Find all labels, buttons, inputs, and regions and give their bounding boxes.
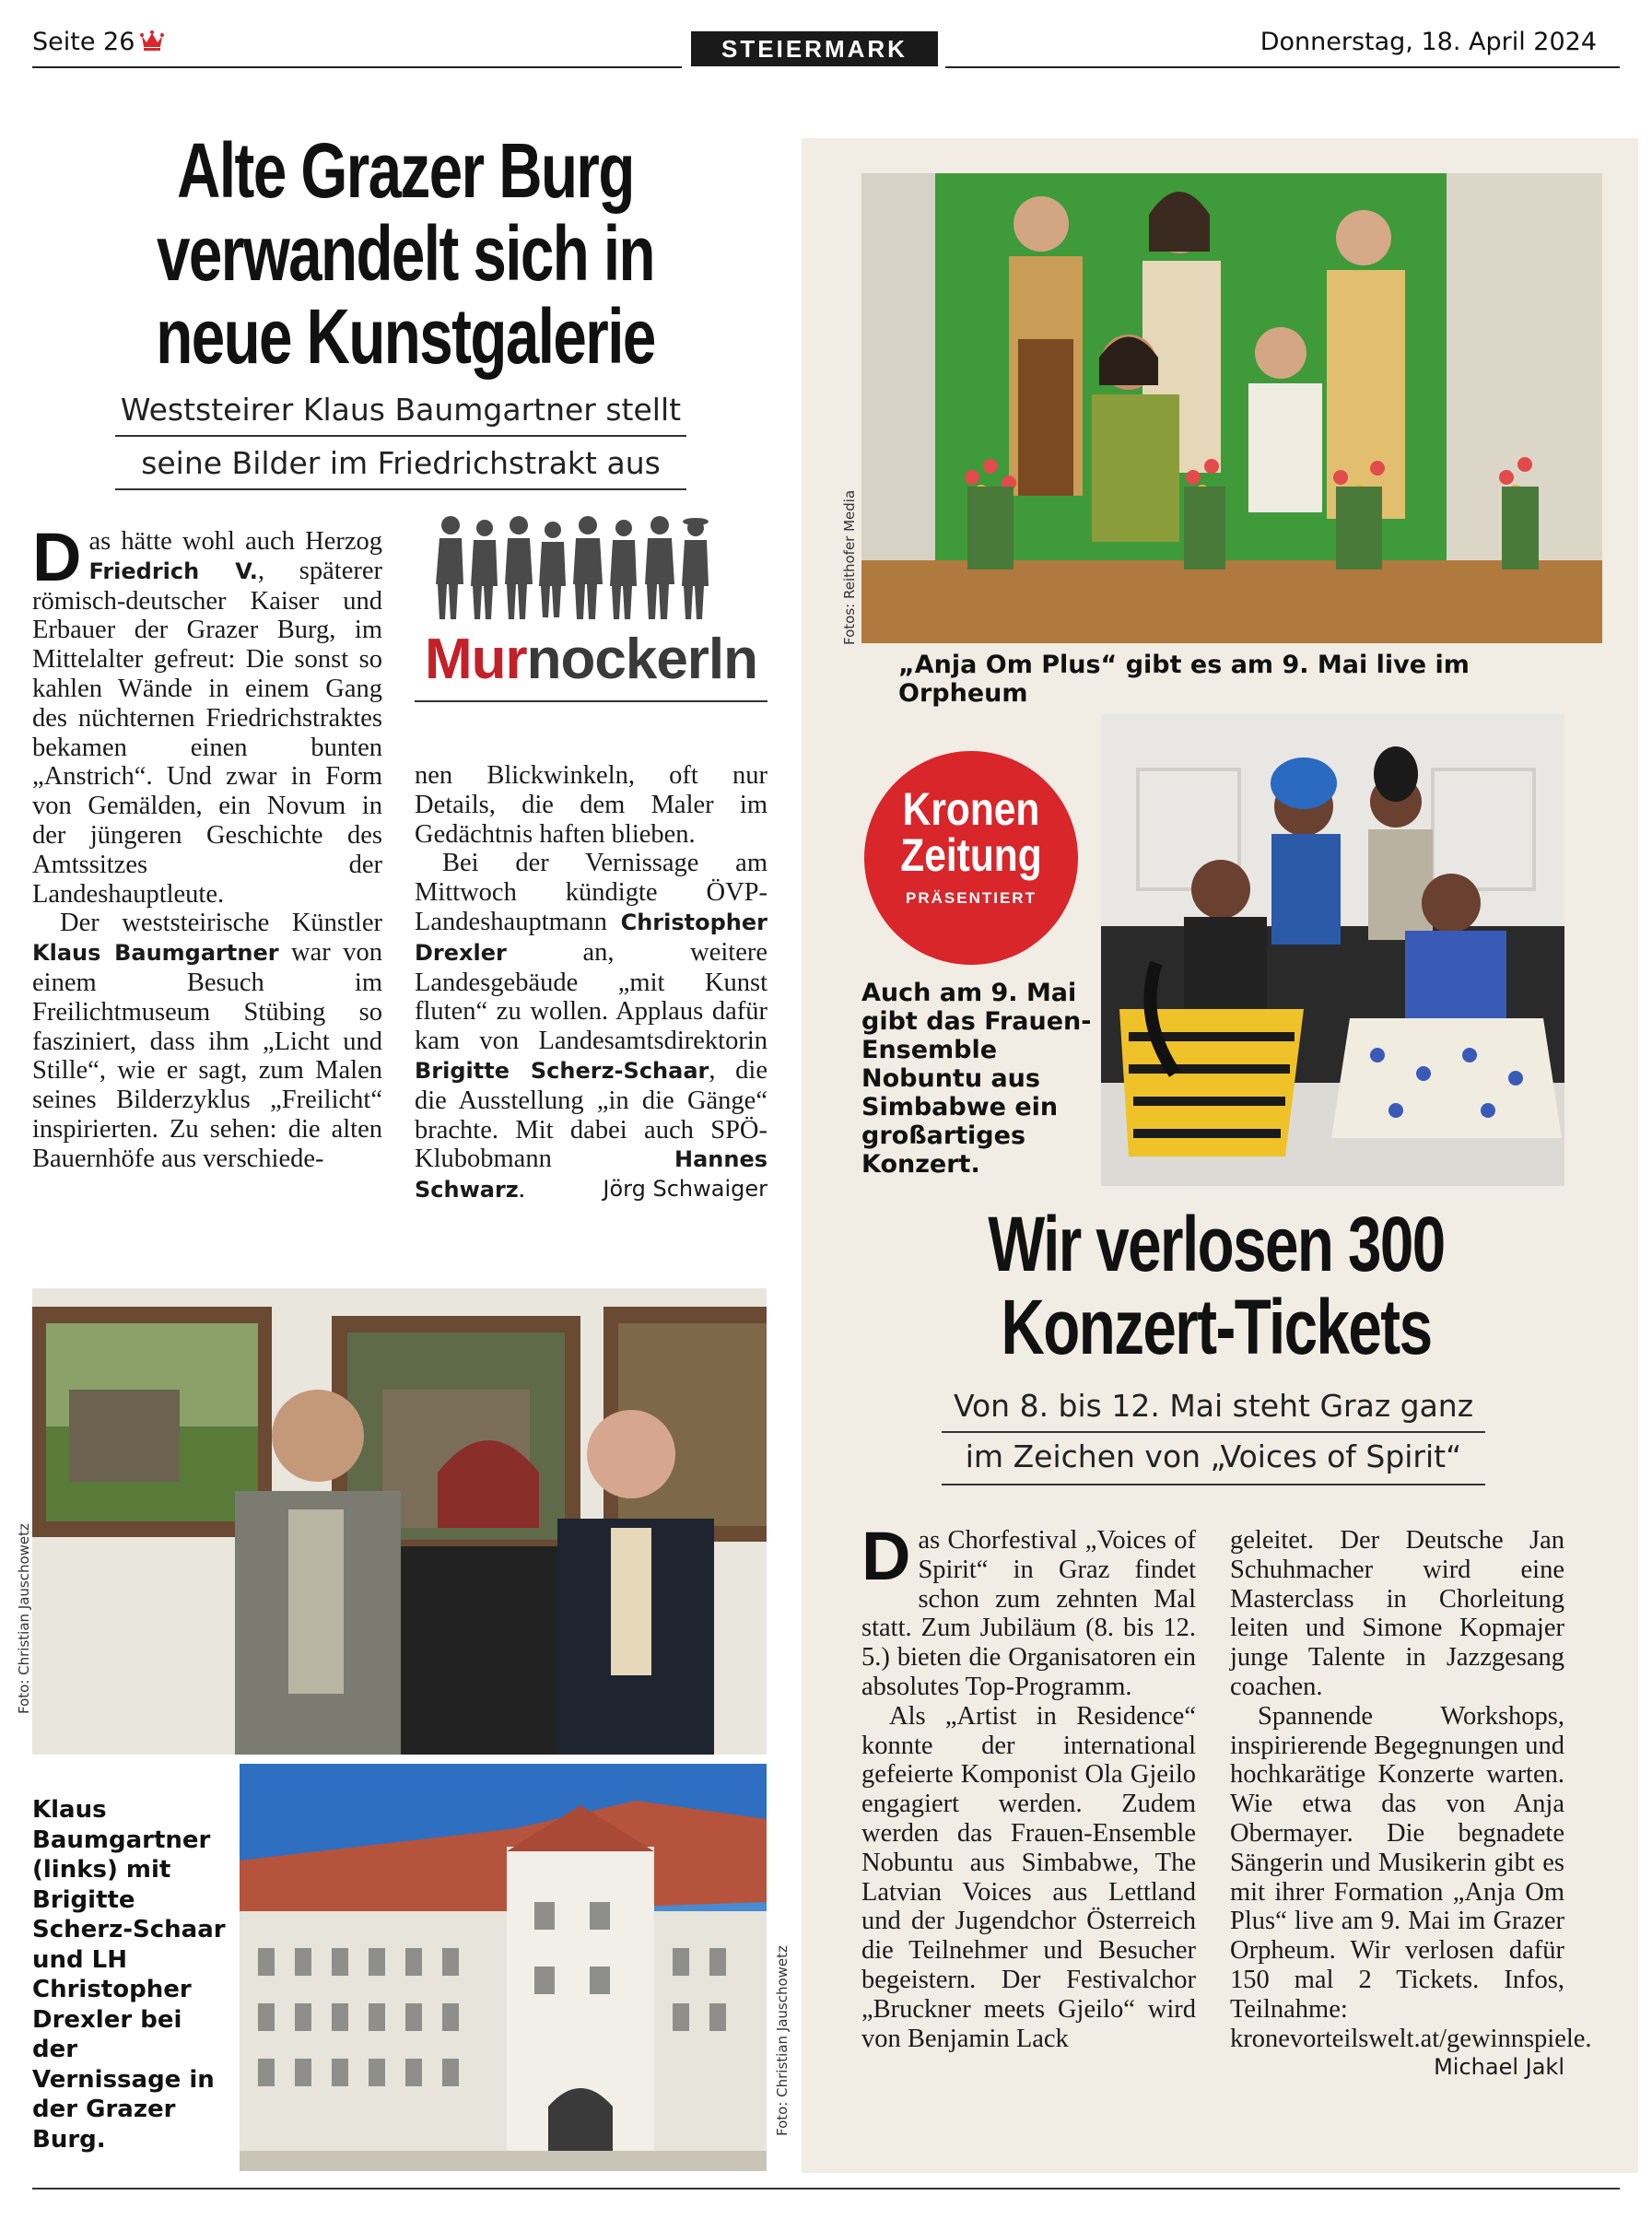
subheadline: Von 8. bis 12. Mai steht Graz ganz: [953, 1388, 1474, 1424]
subheadline-rule: [115, 488, 686, 490]
footer-rule: [32, 2188, 1620, 2190]
headline-line: Konzert-Tickets: [1001, 1284, 1432, 1370]
murnockerln-wordmark: Murnockerln: [424, 628, 758, 691]
header-rule: [32, 66, 682, 68]
kronen-zeitung-badge: Kronen Zeitung PRÄSENTIERT: [864, 751, 1078, 965]
article-column: nen Blickwinkeln, oft nur Details, die dem Maler im Gedächtnis haften blieben. Bei der Vernissage am Mittwoch kündigte ÖVP-Landeshauptmann Christopher Drexler an, weitere Landesgebäude „mit Kunst fluten“ zu wollen. Applaus dafür kam von Landesamtsdirektorin Brigitte Scherz-Schaar, die die Ausstellung „in die Gänge“ brachte. Mit dabei auch SPÖ-Klubobmann Hannes Schwarz. Jörg Schwaiger: [415, 761, 767, 1204]
headline-line: verwandelt sich in: [157, 210, 654, 297]
photo-caption: Auch am 9. Mai gibt das Frauen-Ensemble Nobuntu aus Simbabwe ein großartiges Konzert.: [861, 979, 1092, 1179]
page-date: Donnerstag, 18. April 2024: [1260, 28, 1597, 56]
grazer-burg-photo: [240, 1764, 767, 2171]
headline-line: neue Kunstgalerie: [156, 293, 655, 380]
article-column: geleitet. Der Deutsche Jan Schuhmacher wird eine Masterclass in Chorleitung leiten und Simone Kopmajer junge Talente in Jazzgesang coachen. Spannende Workshops, inspirierende Begegnungen und hochkarätige Konzerte warten. Wie etwa das von Anja Obermayer. Die begnadete Sängerin und Musikerin gibt es mit ihrer Formation „Anja Om Plus“ live am 9. Mai im Grazer Orpheum. Wir verlosen dafür 150 mal 2 Tickets. Infos, Teilnahme: kronevorteilswelt.at/gewinnspiele. Michael Jakl: [1230, 1526, 1564, 2083]
drop-cap: D: [861, 1518, 911, 1594]
crown-icon: [140, 29, 164, 57]
photo-credit: Fotos: Reithofer Media: [841, 489, 858, 645]
subheadline: seine Bilder im Friedrichstrakt aus: [141, 445, 661, 481]
photo-credit: Foto: Christian Jauschowetz: [16, 1523, 32, 1714]
author: Jörg Schwaiger: [603, 1176, 767, 1203]
anja-om-plus-photo: [861, 173, 1602, 643]
drop-cap: D: [32, 519, 82, 595]
subheadline: Weststeirer Klaus Baumgartner stellt: [120, 392, 682, 428]
photo-credit: Foto: Christian Jauschowetz: [774, 1945, 791, 2136]
section-label: STEIERMARK: [691, 31, 938, 66]
photo-caption: Klaus Baumgartner (links) mit Brigitte Scherz-Schaar und LH Christopher Drexler bei der Vernissage in der Grazer Burg.: [32, 1796, 226, 2154]
photo-caption: „Anja Om Plus“ gibt es am 9. Mai live im Orpheum: [898, 651, 1470, 708]
headline: [133, 129, 679, 378]
subheadline-rule: [942, 1431, 1485, 1433]
article-column: Das hätte wohl auch Herzog Friedrich V., späterer römisch-deutscher Kaiser und Erbauer der Grazer Burg, im Mittelalter gefreut: Die sonst so kahlen Wände in einem Gang des nüchternen Friedrichstraktes bekamen einen bunten „Anstrich“. Und zwar in Form von Gemälden, ein Novum in der jüngeren Geschichte des Amtssitzes der Landeshauptleute. Der weststeirische Künstler Klaus Baumgartner war von einem Besuch im Freilichtmuseum Stübing so fasziniert, dass ihm „Licht und Stille“, wie er sagt, zum Malen seines Bilderzyklus „Freilicht“ inspirierten. Zu sehen: die alten Bauernhöfe aus verschiede-: [32, 519, 382, 1173]
nobuntu-photo: [1101, 714, 1564, 1186]
header-rule: [945, 66, 1620, 68]
page-number: Seite 26: [32, 28, 164, 57]
vernissage-photo: [32, 1288, 767, 1755]
headline: [957, 1203, 1475, 1368]
headline-line: Wir verlosen 300: [988, 1201, 1445, 1287]
article-column: Das Chorfestival „Voices of Spirit“ in Graz findet schon zum zehnten Mal statt. Zum Jubiläum (8. bis 12. 5.) bieten die Organisatoren ein absolutes Top-Programm. Als „Artist in Residence“ konnte der international gefeierte Komponist Ola Gjeilo engagiert werden. Zudem werden das Frauen-Ensemble Nobuntu aus Simbabwe, The Latvian Voices aus Lettland und der Jugendchor Österreich die Teilnehmer und Besucher begeistern. Der Festivalchor „Bruckner meets Gjeilo“ wird von Benjamin Lack: [861, 1518, 1196, 2053]
author: Michael Jakl: [1434, 2054, 1564, 2081]
logo-rule: [415, 700, 767, 702]
subheadline: im Zeichen von „Voices of Spirit“: [965, 1438, 1462, 1474]
subheadline-rule: [942, 1484, 1485, 1485]
subheadline-rule: [115, 435, 686, 437]
headline-line: Alte Grazer Burg: [177, 127, 634, 214]
